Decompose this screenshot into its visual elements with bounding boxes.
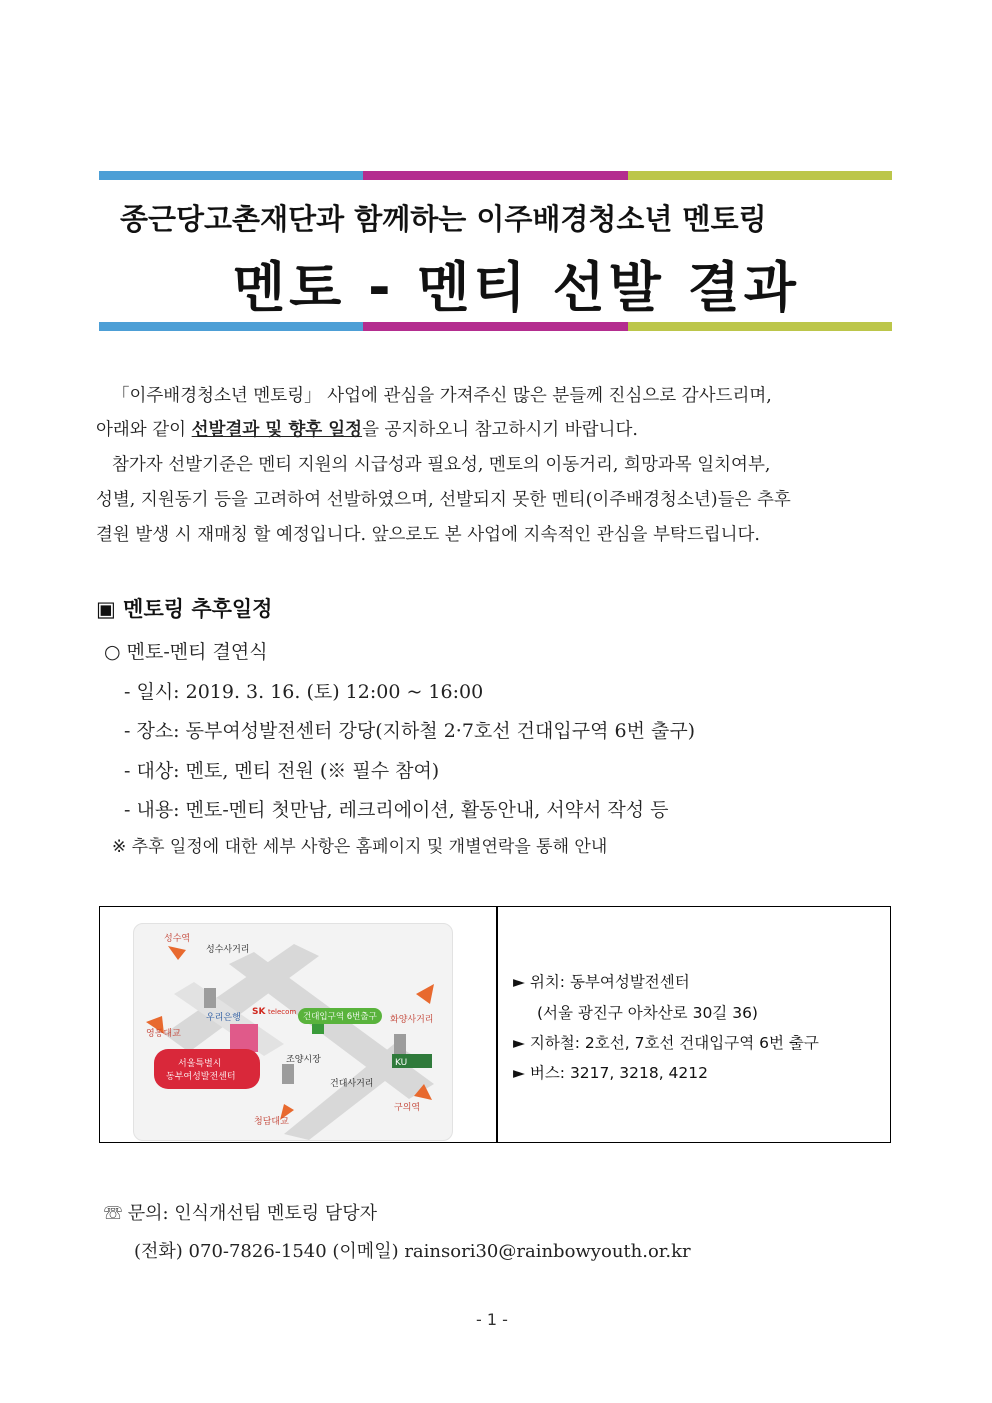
arrow-icon [168, 946, 186, 960]
building-icon [394, 1034, 406, 1056]
map-label: 동부여성발전센터 [166, 1072, 236, 1082]
map-label: 영동대교 [146, 1029, 181, 1039]
map-badge [154, 1049, 260, 1089]
schedule-event: ○ 멘토-멘티 결연식 [104, 641, 268, 663]
map-label: KU [395, 1058, 408, 1068]
building-icon [230, 1024, 258, 1052]
intro-line-5: 결원 발생 시 재매칭 할 예정입니다. 앞으로도 본 사업에 지속적인 관심을 부탁드립니다. [96, 525, 760, 545]
map-label: 구의역 [394, 1103, 421, 1113]
intro-emphasis: 선발결과 및 향후 일정 [191, 420, 363, 440]
map-label: 건대사거리 [330, 1079, 374, 1089]
map-label: 성수역 [164, 934, 191, 944]
schedule-heading: ▣ 멘토링 추후일정 [96, 596, 273, 621]
header-color-bar-top [99, 171, 892, 180]
document-title: 멘토 - 멘티 선발 결과 [233, 256, 800, 319]
map-label: 성수사거리 [206, 945, 250, 955]
map-label: 우리은행 [206, 1013, 241, 1023]
map-illustration [134, 924, 452, 1140]
map-label: 건대입구역 6번출구 [303, 1012, 377, 1022]
map-label: 화양사거리 [390, 1015, 434, 1025]
page-number: - 1 - [476, 1310, 508, 1329]
building-icon [204, 988, 216, 1008]
location-map [133, 923, 453, 1141]
intro-line-2 [96, 412, 902, 448]
location-subway: ► 지하철: 2호선, 7호선 건대입구역 6번 출구 [513, 1034, 819, 1052]
location-address: ► 위치: 동부여성발전센터 [513, 973, 690, 991]
arrow-icon [416, 984, 434, 1004]
map-label: 조양시장 [286, 1055, 321, 1065]
document-subtitle: 종근당고촌재단과 함께하는 이주배경청소년 멘토링 [120, 202, 767, 236]
map-label: 서울특별시 [178, 1059, 222, 1069]
location-box [99, 906, 891, 1143]
map-label: telecom [268, 1008, 297, 1016]
schedule-target: - 대상: 멘토, 멘티 전원 (※ 필수 참여) [124, 760, 440, 782]
map-label: SK [252, 1007, 266, 1017]
contact-heading: ☏ 문의: 인식개선팀 멘토링 담당자 [104, 1203, 377, 1224]
location-address-detail: (서울 광진구 아차산로 30길 36) [537, 1004, 758, 1022]
intro-line-1: 「이주배경청소년 멘토링」 사업에 관심을 가져주신 많은 분들께 진심으로 감사드리며, [112, 386, 772, 406]
intro-line-3: 참가자 선발기준은 멘티 지원의 시급성과 필요성, 멘토의 이동거리, 희망과목 일치여부, [112, 455, 771, 475]
intro-line-2-pre: 아래와 같이 [96, 420, 192, 440]
schedule-content: - 내용: 멘토-멘티 첫만남, 레크리에이션, 활동안내, 서약서 작성 등 [124, 799, 669, 821]
schedule-note: ※ 추후 일정에 대한 세부 사항은 홈페이지 및 개별연락을 통해 안내 [112, 837, 608, 857]
intro-line-2-post: 을 공지하오니 참고하시기 바랍니다. [362, 420, 638, 440]
intro-line-4: 성별, 지원동기 등을 고려하여 선발하였으며, 선발되지 못한 멘티(이주배경청소년)들은 추후 [96, 490, 791, 510]
box-divider [496, 907, 498, 1142]
map-label: 청담대교 [254, 1117, 289, 1127]
schedule-place: - 장소: 동부여성발전센터 강당(지하철 2·7호선 건대입구역 6번 출구) [124, 720, 696, 742]
contact-details: (전화) 070-7826-1540 (이메일) rainsori30@rainbowyouth.or.kr [134, 1241, 691, 1262]
building-icon [282, 1064, 294, 1084]
schedule-date: - 일시: 2019. 3. 16. (토) 12:00 ~ 16:00 [124, 681, 484, 703]
header-color-bar-bottom [99, 322, 892, 331]
location-bus: ► 버스: 3217, 3218, 4212 [513, 1064, 708, 1082]
